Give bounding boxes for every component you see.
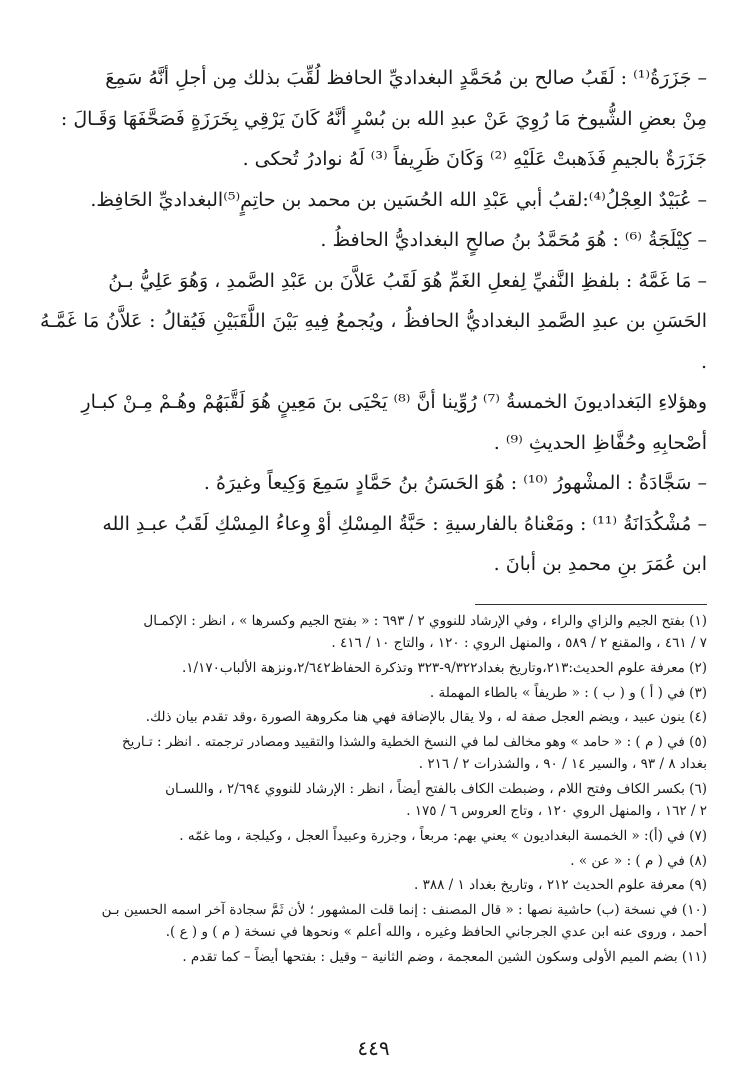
- text-line: – سَجَّادَةُ : المشْهورُ ⁽¹⁰⁾ : هُوَ الحَسَنُ بنُ حَمَّادٍ سَمِعَ وَكِيعاً وغيرَهُ .: [203, 472, 707, 494]
- footnote-line: (٩) معرفة علوم الحديث ٢١٢ ، وتاريخ بغداد ١ / ٣٨٨ .: [414, 877, 707, 894]
- entry-ubayd-al-ijl: [40, 180, 707, 221]
- text-line: – مَا غَمَّهُ : بلفظِ النَّفيِّ لِفعلِ الغَمِّ هُوَ لَقَبُ عَلاَّنَ بن عَبْدِ الصَّمدِ ، وَهُوَ عَلِيُّ بـنُ: [108, 269, 707, 292]
- text-line: الحَسَنِ بن عبدِ الصَّمدِ البغداديُّ الحافظُ ، ويُجمعُ فِيهِ بَيْنَ اللَّقَبَيْنِ فَيُقالُ : عَلاَّنُ مَا غَمَّـهُ .: [40, 310, 707, 373]
- footnote-line: (٦) بكسر الكاف وفتح اللام ، وضبطت الكاف بالفتح أيضاً ، انظر : الإرشاد للنووي ٢/٦٩٤ ، واللسـان: [165, 781, 707, 798]
- text-line: – عُبَيْدٌ العِجْلُ⁽⁴⁾:لقبُ أبي عَبْدِ الله الحُسَين بن محمد بن حاتِمٍ⁽⁵⁾البغداديِّ الحَافِظ.: [90, 188, 707, 211]
- entry-sajjada: [40, 463, 707, 504]
- footnote-8: [40, 850, 707, 872]
- footnote-5: [40, 731, 707, 776]
- footnote-line: ٧ / ٤٦١ ، والمقنع ٢ / ٥٨٩ ، والمنهل الروي : ١٢٠ ، والتاج ١٠ / ٤١٦ .: [331, 635, 707, 652]
- footnote-line: (٢) معرفة علوم الحديث:٢١٣،وتاريخ بغداد٩/٣٢٢-٣٢٣ وتذكرة الحفاظ٢/٦٤٢،ونزهة الألباب١/١٧٠.: [182, 659, 707, 676]
- footnote-line: ٢ / ١٦٢ ، والمنهل الروي ١٢٠ ، وتاج العروس ٦ / ١٧٥ .: [406, 803, 707, 820]
- page-number: ٤٤٩: [357, 1036, 390, 1060]
- footnote-3: [40, 682, 707, 704]
- entry-mushkudana: [40, 504, 707, 585]
- footnote-1: [40, 610, 707, 655]
- text-line: أصْحابِهِ وحُفَّاظِ الحديثِ ⁽⁹⁾ .: [493, 431, 707, 454]
- footnote-line: (٤) ينون عبيد ، ويضم العجل صفة له ، ولا يقال بالإضافة فهي هنا مكروهة الصورة ،وقد تقدم بيان ذلك.: [145, 709, 707, 726]
- footnote-11: [40, 946, 707, 968]
- main-text: [40, 58, 707, 585]
- text-line: – مُشْكُدَانَةُ ⁽¹¹⁾ : ومَعْناهُ بالفارسيةِ : حَبَّةُ المِسْكِ أوْ وِعاءُ المِسْكِ لَقَبُ عبـدِ الله: [102, 512, 707, 535]
- footnote-line: (٥) في ( م ) : « حامد » وهو مخالف لما في النسخ الخطية والشذا والتقييد ومصادر ترجمته . انظر : تـاريخ: [121, 734, 707, 751]
- footnote-line: (١٠) في نسخة (ب) حاشية نصها : « قال المصنف : إنما قلت المشهور ؛ لأن ثَمَّ سجادة آخر اسمه الحسين بـن: [101, 902, 707, 919]
- footnote-line: بغداد ٨ / ٩٣ ، والسير ١٤ / ٩٠ ، والشذرات ٢ / ٢١٦ .: [418, 756, 707, 773]
- footnote-separator: [475, 604, 707, 605]
- footnote-line: (٧) في (أ): « الخمسة البغداديون » يعني بهم: مربعاً ، وجزرة وعبيداً العجل ، وكيلجة ، وما غمّه .: [179, 828, 707, 845]
- text-line: – كِيْلَجَةُ ⁽⁶⁾ : هُوَ مُحَمَّدُ بنُ صالحٍ البغداديُّ الحافظُ .: [320, 229, 707, 251]
- entry-jazara: [40, 58, 707, 180]
- footnote-line: (٣) في ( أ ) و ( ب ) : « طريفاً » بالطاء المهملة .: [429, 684, 707, 701]
- footnote-2: [40, 657, 707, 679]
- entry-ma-ghammah: [40, 261, 707, 464]
- book-page: [40, 58, 707, 1068]
- footnote-line: (١) بفتح الجيم والزاي والراء ، وفي الإرشاد للنووي ٢ / ٦٩٣ : « بفتح الجيم وكسرها » ، انظر : الإكمـال: [143, 613, 707, 629]
- text-line: جَزَرَةٌ بالجيمِ فَذَهبتْ عَلَيْهِ ⁽²⁾ وَكَانَ ظَرِيفاً ⁽³⁾ لَهُ نوادرُ تُحكى .: [242, 148, 707, 170]
- footnote-7: [40, 825, 707, 847]
- footnote-9: [40, 874, 707, 896]
- text-line: – جَزَرَةُ⁽¹⁾ : لَقَبُ صالح بن مُحَمَّدٍ البغداديِّ الحافظ لُقِّبَ بذلك مِن أجلِ أنَّهُ سَمِعَ: [105, 67, 707, 89]
- text-line: مِنْ بعضِ الشُّيوخ مَا رُوِيَ عَنْ عبدِ الله بن بُسْرٍ أنَّهُ كَانَ يَرْقِي بِخَرَزَةٍ فَصَحَّفَهَا وَقَـالَ :: [60, 107, 707, 130]
- footnote-line: أحمد ، وروى عنه ابن عدي الجرجاني الحافظ وغيره ، والله أعلم » ونحوها في نسخة ( م ) و ( ع ).: [165, 924, 707, 941]
- footnote-line: (٨) في ( م ) : « عن » .: [570, 852, 707, 869]
- footnote-line: (١١) بضم الميم الأولى وسكون الشين المعجمة ، وضم الثانية – وقيل : بفتحها أيضاً – كما تقدم .: [182, 949, 707, 966]
- entry-kilaja: [40, 220, 707, 261]
- text-line: ابن عُمَرَ بنِ محمدِ بن أبانَ .: [493, 553, 707, 575]
- text-line: وهؤلاءِ البَغداديونَ الخمسةُ ⁽⁷⁾ رُوِّينا أنَّ ⁽⁸⁾ يَحْيَى بنَ مَعِينٍ هُوَ لَقَّبَهُمْ وهُـمْ مِـنْ كبـارِ: [81, 391, 707, 413]
- footnote-10: [40, 899, 707, 944]
- footnotes: [40, 610, 707, 971]
- footnote-4: [40, 706, 707, 728]
- footnote-6: [40, 778, 707, 823]
